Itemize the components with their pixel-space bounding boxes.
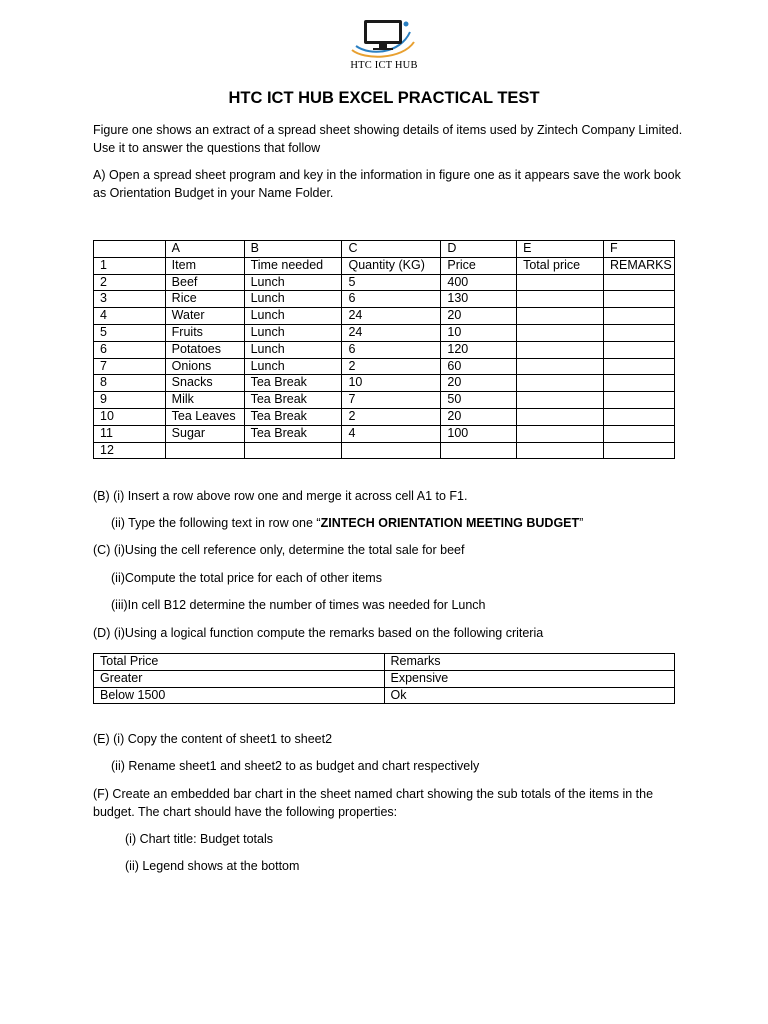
table-row (94, 257, 675, 274)
criteria-cell: Total Price (94, 654, 385, 671)
table-cell (517, 324, 604, 341)
table-cell: 7 (94, 358, 166, 375)
question-c3: (iii)In cell B12 determine the number of times was needed for Lunch (111, 598, 486, 612)
table-cell: 8 (94, 375, 166, 392)
question-d1: (D) (i)Using a logical function compute the remarks based on the following criteria (93, 626, 544, 640)
table-cell (517, 274, 604, 291)
table-cell (603, 392, 674, 409)
column-letter-cell: F (603, 241, 674, 258)
table-cell: 400 (441, 274, 517, 291)
table-cell: Quantity (KG) (342, 257, 441, 274)
table-cell: 10 (441, 324, 517, 341)
table-cell (517, 408, 604, 425)
table-row (94, 308, 675, 325)
question-b2 (111, 515, 583, 533)
table-cell: Tea Break (244, 375, 342, 392)
table-cell: 4 (94, 308, 166, 325)
column-letter-row (94, 241, 675, 258)
table-cell: Lunch (244, 291, 342, 308)
logo (344, 16, 424, 76)
table-cell (165, 442, 244, 459)
column-letter-cell: E (517, 241, 604, 258)
column-letter-cell: C (342, 241, 441, 258)
criteria-row (94, 654, 675, 671)
table-cell: 7 (342, 392, 441, 409)
column-letter-cell: D (441, 241, 517, 258)
logo-text: HTC ICT HUB (350, 60, 418, 71)
question-b2-prefix: (ii) Type the following text in row one “ (111, 516, 321, 530)
table-cell: 9 (94, 392, 166, 409)
question-c1: (C) (i)Using the cell reference only, determine the total sale for beef (93, 543, 465, 557)
column-letter-cell: B (244, 241, 342, 258)
table-cell (342, 442, 441, 459)
question-f2: (ii) Legend shows at the bottom (125, 859, 300, 873)
table-cell: 2 (342, 358, 441, 375)
table-cell (517, 358, 604, 375)
table-cell: 130 (441, 291, 517, 308)
table-cell (517, 392, 604, 409)
page-title: HTC ICT HUB EXCEL PRACTICAL TEST (228, 89, 540, 107)
table-row (94, 274, 675, 291)
table-row (94, 375, 675, 392)
criteria-table (93, 653, 675, 704)
question-b2-bold: ZINTECH ORIENTATION MEETING BUDGET (320, 516, 580, 530)
table-cell: Lunch (244, 358, 342, 375)
table-cell: 20 (441, 308, 517, 325)
table-cell (517, 425, 604, 442)
table-cell: Tea Leaves (165, 408, 244, 425)
table-cell (603, 442, 674, 459)
criteria-cell: Greater (94, 670, 385, 687)
table-cell: 20 (441, 408, 517, 425)
table-cell: 4 (342, 425, 441, 442)
table-cell (603, 425, 674, 442)
intro-text: Figure one shows an extract of a spread sheet showing details of items used by Zintech Company Limited. Use it to answer the questions that follow (93, 123, 683, 155)
table-cell (244, 442, 342, 459)
table-cell: Tea Break (244, 425, 342, 442)
table-cell (517, 291, 604, 308)
table-cell (517, 341, 604, 358)
table-cell (603, 324, 674, 341)
question-b1: (B) (i) Insert a row above row one and merge it across cell A1 to F1. (93, 489, 468, 503)
spreadsheet-table (93, 240, 675, 459)
table-cell: Potatoes (165, 341, 244, 358)
table-cell (603, 375, 674, 392)
table-cell: 5 (342, 274, 441, 291)
table-cell (603, 341, 674, 358)
question-e2: (ii) Rename sheet1 and sheet2 to as budget and chart respectively (111, 759, 480, 773)
table-cell: 50 (441, 392, 517, 409)
table-cell: 6 (342, 291, 441, 308)
table-cell: 20 (441, 375, 517, 392)
criteria-row (94, 687, 675, 704)
table-cell (441, 442, 517, 459)
criteria-cell: Ok (384, 687, 675, 704)
criteria-cell: Below 1500 (94, 687, 385, 704)
table-cell: 3 (94, 291, 166, 308)
table-cell: 1 (94, 257, 166, 274)
table-cell: Onions (165, 358, 244, 375)
table-cell: Water (165, 308, 244, 325)
criteria-cell: Expensive (384, 670, 675, 687)
criteria-cell: Remarks (384, 654, 675, 671)
computer-monitor-icon (344, 16, 424, 62)
question-c2: (ii)Compute the total price for each of other items (111, 571, 382, 585)
column-letter-cell (94, 241, 166, 258)
table-cell (517, 442, 604, 459)
question-f: (F) Create an embedded bar chart in the sheet named chart showing the sub totals of the items in the budget. The chart should have the following properties: (93, 787, 654, 819)
table-row (94, 425, 675, 442)
table-cell: Price (441, 257, 517, 274)
table-cell: Tea Break (244, 408, 342, 425)
table-cell: Total price (517, 257, 604, 274)
table-cell (517, 375, 604, 392)
table-cell: 11 (94, 425, 166, 442)
question-e1: (E) (i) Copy the content of sheet1 to sheet2 (93, 732, 333, 746)
table-row (94, 358, 675, 375)
table-cell (603, 291, 674, 308)
table-cell: 6 (94, 341, 166, 358)
table-cell: 2 (342, 408, 441, 425)
table-cell: Item (165, 257, 244, 274)
table-cell: Tea Break (244, 392, 342, 409)
table-row (94, 442, 675, 459)
table-row (94, 408, 675, 425)
table-cell: 6 (342, 341, 441, 358)
table-cell: 10 (342, 375, 441, 392)
table-cell: REMARKS (603, 257, 674, 274)
table-cell: Lunch (244, 341, 342, 358)
table-row (94, 324, 675, 341)
question-f1: (i) Chart title: Budget totals (125, 832, 273, 846)
table-cell: 24 (342, 324, 441, 341)
table-cell: Rice (165, 291, 244, 308)
table-cell: Lunch (244, 274, 342, 291)
table-cell (603, 358, 674, 375)
criteria-row (94, 670, 675, 687)
table-cell: Beef (165, 274, 244, 291)
table-cell: 60 (441, 358, 517, 375)
table-cell (603, 274, 674, 291)
table-cell: Sugar (165, 425, 244, 442)
table-cell: 5 (94, 324, 166, 341)
table-cell: Snacks (165, 375, 244, 392)
table-cell: 10 (94, 408, 166, 425)
table-cell: 24 (342, 308, 441, 325)
table-cell: 100 (441, 425, 517, 442)
table-cell (517, 308, 604, 325)
table-cell: Milk (165, 392, 244, 409)
table-cell: Fruits (165, 324, 244, 341)
table-row (94, 392, 675, 409)
table-cell: Time needed (244, 257, 342, 274)
table-cell: Lunch (244, 308, 342, 325)
question-b2-suffix: ” (579, 516, 584, 530)
table-cell: 120 (441, 341, 517, 358)
column-letter-cell: A (165, 241, 244, 258)
table-row (94, 341, 675, 358)
table-cell: 12 (94, 442, 166, 459)
table-cell (603, 408, 674, 425)
question-a: A) Open a spread sheet program and key in the information in figure one as it appears save the work book as Orientation Budget in your Name Folder. (93, 168, 681, 200)
table-row (94, 291, 675, 308)
table-cell: 2 (94, 274, 166, 291)
table-cell: Lunch (244, 324, 342, 341)
table-cell (603, 308, 674, 325)
